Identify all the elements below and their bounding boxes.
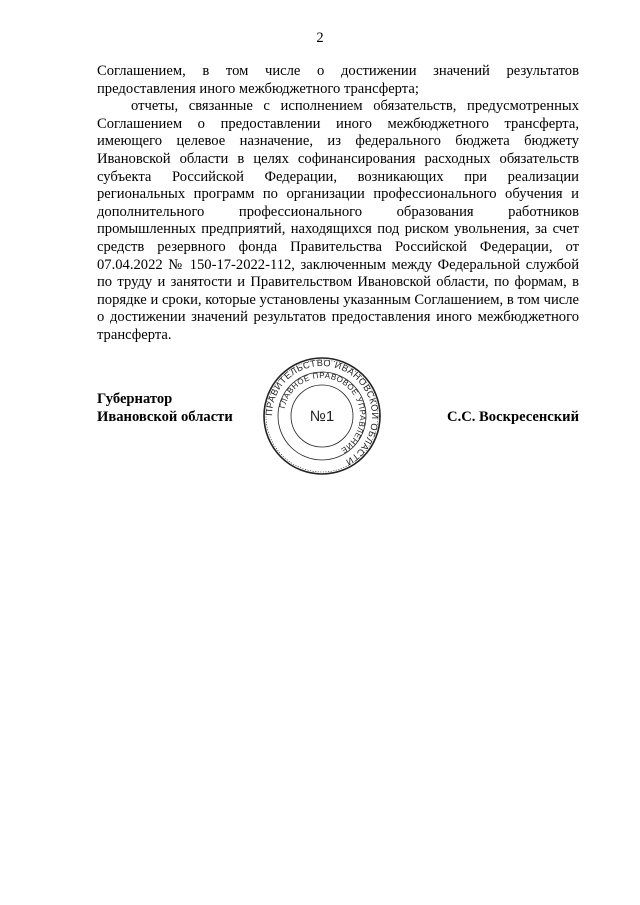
- seal-center-number: №1: [309, 408, 335, 425]
- signatory-name: С.С. Воскресенский: [447, 409, 579, 425]
- paragraph-reports: отчеты, связанные с исполнением обязательств, предусмотренных Соглашением о предоставлении иного межбюджетного трансферта, имеющего целевое назначение, из федерального бюджета бюджету Ивановской области в целях софинансирования расходных обязательств субъекта Российской Федерации, возникающих при реализации региональных программ по организации профессионального обучения и дополнительного профессионального образования работников промышленных предприятий, находящихся под риском увольнения, за счет средств резервного фонда Правительства Российской Федерации, от 07.04.2022 № 150-17-2022-112, заключенным между Федеральной службой по труду и занятости и Правительством Ивановской области, по формам, в порядке и сроки, которые установлены указанным Соглашением, в том числе о достижении значений результатов предоставления иного межбюджетного трансферта.: [97, 98, 579, 343]
- paragraph-continuation: Соглашением, в том числе о достижении значений результатов предоставления иного межбюджетного трансферта;: [97, 63, 579, 97]
- signatory-title: [97, 390, 233, 426]
- page-number: 2: [316, 30, 324, 46]
- seal-outer-text: ПРАВИТЕЛЬСТВО ИВАНОВСКОЙ ОБЛАСТИ: [263, 357, 381, 468]
- document-body: [97, 63, 579, 345]
- signatory-title-line2: Ивановской области: [97, 409, 233, 425]
- official-seal: [262, 356, 382, 476]
- signatory-title-line1: Губернатор: [97, 391, 173, 407]
- signature-block: [97, 357, 579, 490]
- seal-inner-text: ГЛАВНОЕ ПРАВОВОЕ УПРАВЛЕНИЕ: [277, 370, 368, 456]
